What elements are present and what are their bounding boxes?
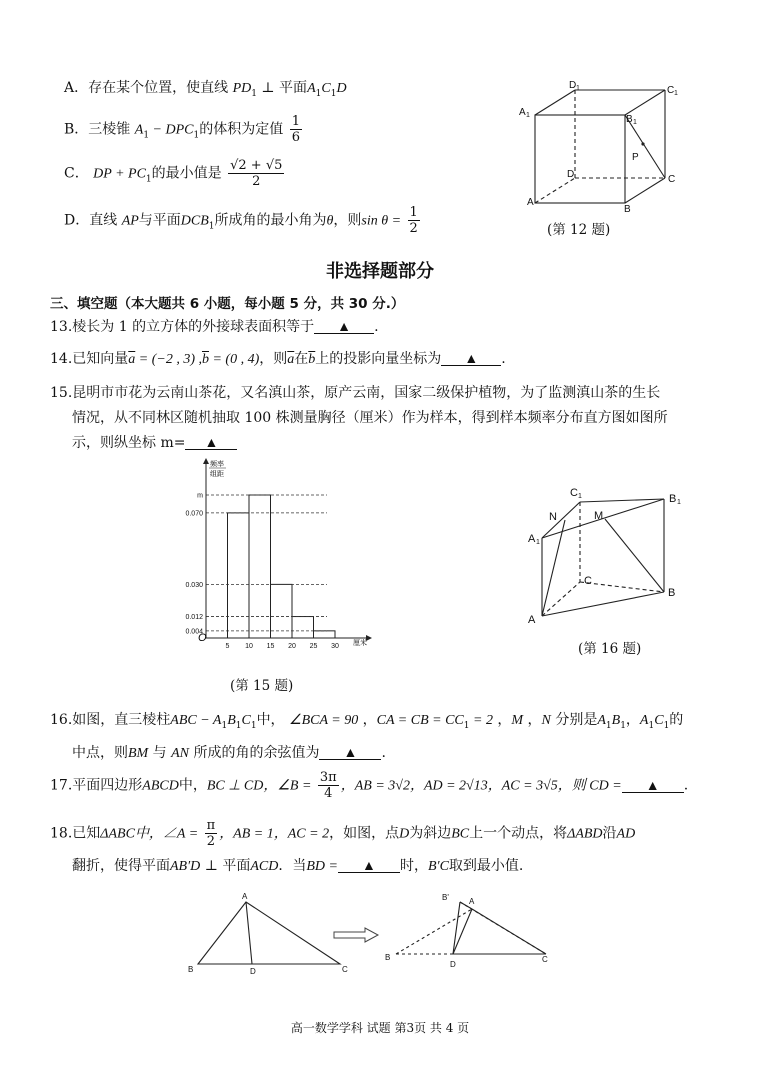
histogram-bar [271, 584, 293, 638]
svg-text:B: B [385, 953, 391, 962]
xtick-label: 30 [331, 643, 339, 650]
q12-cube-figure [515, 78, 695, 238]
label-c1: C [667, 85, 675, 96]
q14-answer-blank: ▲ [441, 351, 501, 366]
histogram-bars [206, 495, 335, 638]
svg-text:1: 1 [633, 119, 637, 126]
label-a1: A [528, 533, 536, 545]
q15-histogram [170, 455, 380, 655]
xtick-label: 25 [309, 643, 318, 650]
q14: 14.已知向量$\overline{a} = (-2$ , 3) $,\overline{b} = (0$ , 4)，则$\overline{a}$在$\overline{b}$上的投影向量坐标为 ▲ . [50, 350, 506, 367]
q18-line2: 翻折，使得平面AB′D ⊥ 平面ACD．当BD = ▲ 时，B′C取到最小值. [72, 857, 524, 874]
arrow-icon [334, 928, 378, 942]
ytick-label: 0.030 [185, 581, 203, 589]
q16-line1: 16.如图，直三棱柱ABC − $A_1B_1C_1$中， ∠BCA = 90 ，CA = CB = $CC_1 = 2$ ，M ，N 分别是$A_1B_1$，$A_1C_1$的 [50, 712, 684, 731]
svg-text:1: 1 [674, 90, 678, 97]
svg-text:B: B [188, 965, 194, 974]
page-footer: 高一数学学科 试题 第3页 共 4 页 [290, 1021, 470, 1035]
label-a1: A [519, 107, 526, 118]
q13: 13.棱长为 1 的立方体的外接球表面积等于 ▲ . [50, 318, 379, 335]
svg-text:A: A [469, 897, 475, 906]
svg-text:B': B' [442, 893, 449, 902]
svg-text:A: A [242, 892, 248, 901]
q16-caption: (第 16 题) [578, 641, 642, 657]
q15-caption: (第 15 题) [230, 678, 294, 694]
q18-line1: 18.已知ΔABC中，∠A = $\frac{\pi}{2}$ ，AB = 1，AC = 2，如图，点D为斜边BC上一个动点，将ΔABD沿AD [50, 818, 636, 849]
ytick-label: 0.070 [185, 510, 203, 518]
y-axis-arrow [203, 458, 209, 464]
svg-text:C: C [542, 955, 548, 964]
label-d1: D [569, 80, 577, 91]
ylabel-top: 频率 [210, 461, 224, 468]
q17-answer-blank: ▲ [622, 778, 684, 793]
xtick-label: 10 [245, 643, 253, 650]
histogram-bar [292, 617, 314, 638]
svg-text:1: 1 [576, 85, 580, 92]
q16-answer-blank: ▲ [319, 745, 381, 760]
svg-text:C: C [342, 965, 348, 974]
ytick-label: 0.004 [185, 628, 203, 636]
label-c1: C [570, 487, 578, 499]
svg-text:1: 1 [536, 539, 540, 546]
label-b: B [624, 204, 631, 215]
label-b1: B [626, 114, 633, 125]
label-m: M [594, 510, 604, 522]
origin-label: O [198, 632, 207, 644]
svg-text:1: 1 [578, 493, 582, 500]
label-n: N [549, 511, 557, 523]
q13-answer-blank: ▲ [314, 319, 374, 334]
q12-option-c: C． DP + $PC_1$的最小值是 $\frac{√2 + √5}{2}$ [64, 158, 283, 189]
q12-caption: (第 12 题) [547, 222, 611, 238]
svg-text:1: 1 [677, 499, 681, 506]
label-d: D [567, 169, 575, 180]
q12-option-b: B．三棱锥 $A_1 - DPC_1$的体积为定值 $\frac{1}{6}$ [64, 114, 300, 145]
q17: 17.平面四边形ABCD中，BC ⊥ CD，∠B = $\frac{3\pi}{4}$ ，AB = 3√2，AD = 2√13，AC = 3√5，则 CD = ▲ . [50, 770, 689, 801]
ylabel-bottom: 组距 [210, 471, 224, 478]
q18-figure [180, 888, 580, 978]
section3-heading: 三、填空题（本大题共 6 小题，每小题 5 分，共 30 分.） [50, 296, 405, 312]
xtick-label: 5 [225, 643, 230, 650]
xtick-label: 20 [288, 643, 296, 650]
svg-text:1: 1 [526, 112, 530, 119]
q15-line1: 15.昆明市市花为云南山茶花，又名滇山茶，原产云南，国家二级保护植物，为了监测滇山茶的生长 [50, 385, 661, 401]
label-c: C [584, 575, 592, 587]
label-a: A [527, 197, 534, 208]
q18-answer-blank: ▲ [338, 858, 400, 873]
xtick-label: 15 [266, 643, 275, 650]
xlabel: 厘米 [353, 640, 367, 647]
label-b1: B [669, 493, 677, 505]
label-c: C [668, 174, 676, 185]
svg-text:D: D [250, 967, 256, 976]
section-title: 非选择题部分 [326, 261, 434, 282]
q16-line2: 中点，则BM 与 AN 所成的角的余弦值为 ▲ . [72, 744, 386, 761]
q12-option-a: A．存在某个位置，使直线 $PD_1$ ⊥ 平面$A_1C_1D$ [64, 80, 347, 99]
histogram-bar [314, 631, 336, 638]
svg-text:D: D [450, 960, 456, 969]
ytick-label: m [197, 492, 203, 500]
q15-line3: 示，则纵坐标 m= ▲ [72, 432, 237, 452]
ytick-label: 0.012 [185, 614, 203, 622]
q15-answer-blank: ▲ [185, 435, 237, 450]
label-p: P [632, 152, 639, 163]
q15-line2: 情况，从不同林区随机抽取 100 株测量胸径（厘米）作为样本，得到样本频率分布直方图如图所 [72, 410, 668, 426]
q12-option-d: D．直线 AP与平面$DCB_1$所成角的最小角为θ，则sin θ = $\frac{1}{2}$ [64, 205, 418, 236]
label-b: B [668, 587, 676, 599]
label-a: A [528, 614, 536, 626]
histogram-bar [228, 513, 250, 638]
q16-prism-figure [520, 480, 700, 630]
